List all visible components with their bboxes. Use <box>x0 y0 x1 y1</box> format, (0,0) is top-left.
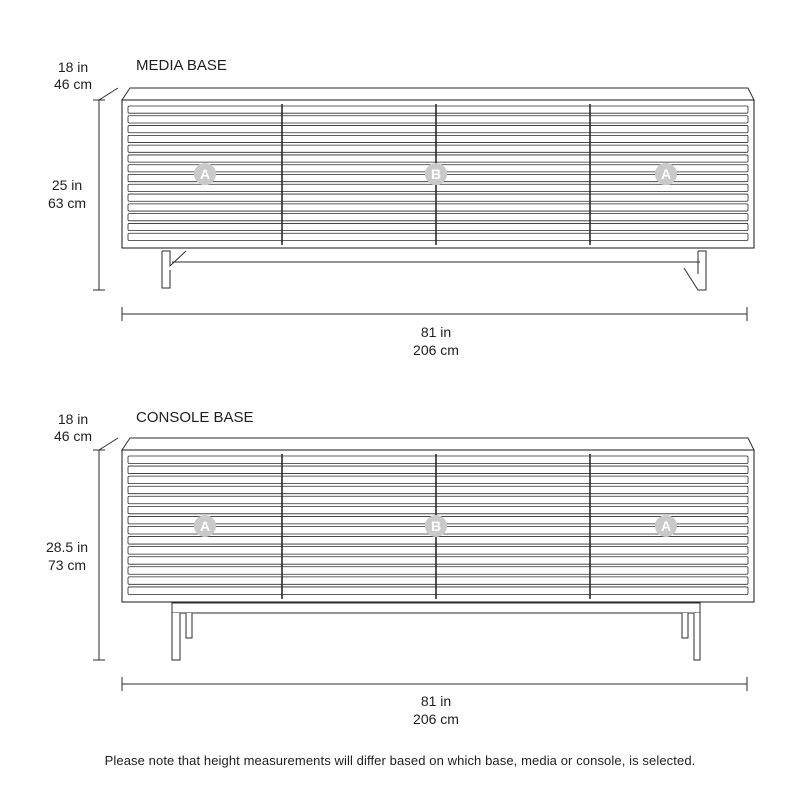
panel-label: A <box>660 518 672 534</box>
slat <box>128 155 748 162</box>
slat <box>128 577 748 584</box>
depth-leader <box>99 88 118 100</box>
base-frame <box>172 603 700 613</box>
panel-badge-a <box>194 163 216 185</box>
panel-label: A <box>660 166 672 182</box>
footnote: Please note that height measurements will differ based on which base, media or console, is selected. <box>104 753 696 768</box>
panel-label: A <box>199 518 211 534</box>
width-imperial: 81 in <box>420 324 452 340</box>
panel-badge-b <box>425 163 447 185</box>
width-metric: 206 cm <box>413 342 459 358</box>
slat <box>128 587 748 594</box>
panel-label: A <box>199 166 211 182</box>
height-imperial: 28.5 in <box>45 539 89 555</box>
height-dimension <box>40 438 118 660</box>
sled-base <box>162 251 706 290</box>
cabinet-top <box>122 88 754 100</box>
panel-badge-a <box>655 163 677 185</box>
panel-badge-a <box>194 515 216 537</box>
height-dimension <box>40 88 118 290</box>
slat <box>128 466 748 473</box>
slat <box>128 145 748 152</box>
slat <box>128 204 748 211</box>
slat <box>128 537 748 544</box>
panel-label: B <box>430 518 442 534</box>
leg <box>172 613 180 660</box>
depth-imperial: 18 in <box>57 59 89 75</box>
width-dimension <box>122 307 747 358</box>
width-dimension <box>122 677 747 727</box>
diagram-title: CONSOLE BASE <box>136 409 254 426</box>
left-sled <box>162 251 186 288</box>
depth-metric: 46 cm <box>53 76 93 92</box>
slat <box>128 506 748 513</box>
panel-badge-a <box>655 515 677 537</box>
slat <box>128 184 748 191</box>
right-sled <box>684 251 706 290</box>
leg <box>186 613 192 638</box>
panel-label: B <box>430 166 442 182</box>
slat <box>128 214 748 221</box>
height-imperial: 25 in <box>51 177 83 193</box>
depth-leader <box>99 438 118 450</box>
width-metric: 206 cm <box>413 711 459 727</box>
slat <box>128 496 748 503</box>
cabinet-top <box>122 438 754 450</box>
leg-base <box>172 603 700 660</box>
slat <box>128 476 748 483</box>
slat <box>128 223 748 230</box>
height-metric: 73 cm <box>47 557 87 573</box>
slat <box>128 126 748 133</box>
slat <box>128 456 748 463</box>
slat <box>128 567 748 574</box>
leg <box>694 613 700 660</box>
diagram-console-base <box>40 409 754 727</box>
diagram-title: MEDIA BASE <box>136 57 227 74</box>
leg <box>682 613 688 638</box>
slat <box>128 486 748 493</box>
slat <box>128 194 748 201</box>
depth-imperial: 18 in <box>57 411 89 427</box>
slat <box>128 116 748 123</box>
width-imperial: 81 in <box>420 693 452 709</box>
panel-badge-b <box>425 515 447 537</box>
depth-metric: 46 cm <box>53 428 93 444</box>
slat <box>128 135 748 142</box>
diagram-media-base <box>40 57 754 358</box>
slat <box>128 557 748 564</box>
slat <box>128 547 748 554</box>
slat <box>128 233 748 240</box>
slat <box>128 106 748 113</box>
height-metric: 63 cm <box>47 195 87 211</box>
